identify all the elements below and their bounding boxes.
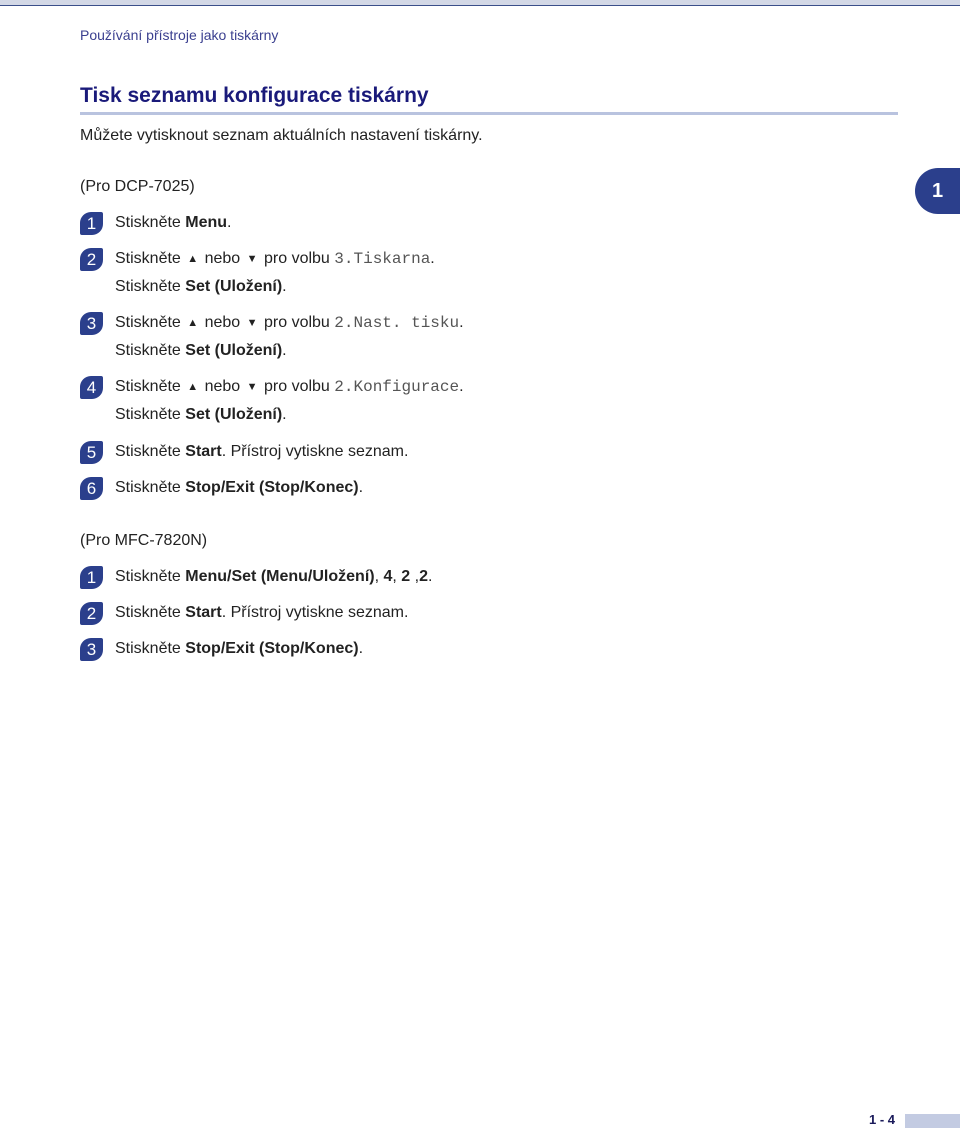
menu-code: 3.Tiskarna [334,250,431,268]
step-text [115,599,408,627]
step-number: 1 [80,212,103,235]
step-digit: 2 [419,568,428,585]
step-number: 3 [80,638,103,661]
step-separator: , [392,568,402,585]
step-key: Start [185,604,222,621]
step-number: 2 [80,248,103,271]
step-number: 6 [80,477,103,500]
up-arrow-icon: ▲ [187,253,199,265]
down-arrow-icon: ▼ [246,317,258,329]
step-key: Start [185,443,222,460]
up-arrow-icon: ▲ [187,317,199,329]
step-suffix: . [358,640,364,657]
step-key: Menu [185,214,228,231]
step-key: Stop/Exit (Stop/Konec) [185,640,359,657]
step-or: nebo [204,250,241,267]
step-number: 2 [80,602,103,625]
step-text: Stiskněte ▲ nebo ▼ pro volbu 3.Tiskarna. Stiskněte Set (Uložení). [115,245,435,301]
step-text [115,209,232,237]
chapter-tab: 1 [915,168,960,214]
step-key: Set (Uložení) [185,342,283,359]
step-suffix: . [282,342,287,359]
step-for: pro volbu [264,314,330,331]
step-or: nebo [204,378,241,395]
step-prefix: Stiskněte [115,250,186,267]
step-prefix: Stiskněte [115,604,186,621]
step-number: 3 [80,312,103,335]
step-separator: , [374,568,384,585]
menu-code: 2.Nast. tisku [334,314,460,332]
down-arrow-icon: ▼ [246,253,258,265]
step-key: Menu/Set (Menu/Uložení) [185,568,375,585]
footer-bar [905,1114,960,1128]
step-text [115,474,363,502]
step-number: 1 [80,566,103,589]
model-label-dcp: (Pro DCP-7025) [80,178,195,195]
step-prefix: Stiskněte [115,406,186,423]
step-prefix: Stiskněte [115,342,186,359]
step-digit: 2 [401,568,411,585]
step-suffix: . [282,406,287,423]
step-for: pro volbu [264,378,330,395]
step-separator: , [410,568,420,585]
step-text [115,563,432,591]
step-prefix: Stiskněte [115,278,186,295]
step-prefix: Stiskněte [115,378,186,395]
step-key: Set (Uložení) [185,406,283,423]
page-number: 1 - 4 [869,1112,896,1127]
model-label-mfc: (Pro MFC-7820N) [80,532,208,549]
step-suffix: . [358,479,364,496]
step-suffix: . Přístroj vytiskne seznam. [221,443,409,460]
step-suffix: . [282,278,287,295]
down-arrow-icon: ▼ [246,381,258,393]
step-suffix: . [227,214,232,231]
step-prefix: Stiskněte [115,443,186,460]
up-arrow-icon: ▲ [187,381,199,393]
step-text [115,635,363,663]
step-digit: 4 [383,568,393,585]
section-title: Tisk seznamu konfigurace tiskárny [80,84,429,107]
menu-code: 2.Konfigurace [334,378,460,396]
step-number: 5 [80,441,103,464]
step-prefix: Stiskněte [115,479,186,496]
top-rule [0,0,960,6]
intro-text: Můžete vytisknout seznam aktuálních nastavení tiskárny. [80,127,483,144]
step-text: Stiskněte ▲ nebo ▼ pro volbu 2.Nast. tisku. Stiskněte Set (Uložení). [115,309,464,365]
step-number: 4 [80,376,103,399]
running-header: Používání přístroje jako tiskárny [80,27,279,43]
step-text [115,438,408,466]
step-key: Stop/Exit (Stop/Konec) [185,479,359,496]
step-suffix: . [427,568,433,585]
step-key: Set (Uložení) [185,278,283,295]
step-text: Stiskněte ▲ nebo ▼ pro volbu 2.Konfigurace. Stiskněte Set (Uložení). [115,373,464,429]
step-suffix: . Přístroj vytiskne seznam. [221,604,409,621]
step-prefix: Stiskněte [115,314,186,331]
step-prefix: Stiskněte [115,568,186,585]
step-prefix: Stiskněte [115,214,186,231]
step-for: pro volbu [264,250,330,267]
step-or: nebo [204,314,241,331]
title-rule [80,112,898,115]
step-prefix: Stiskněte [115,640,186,657]
